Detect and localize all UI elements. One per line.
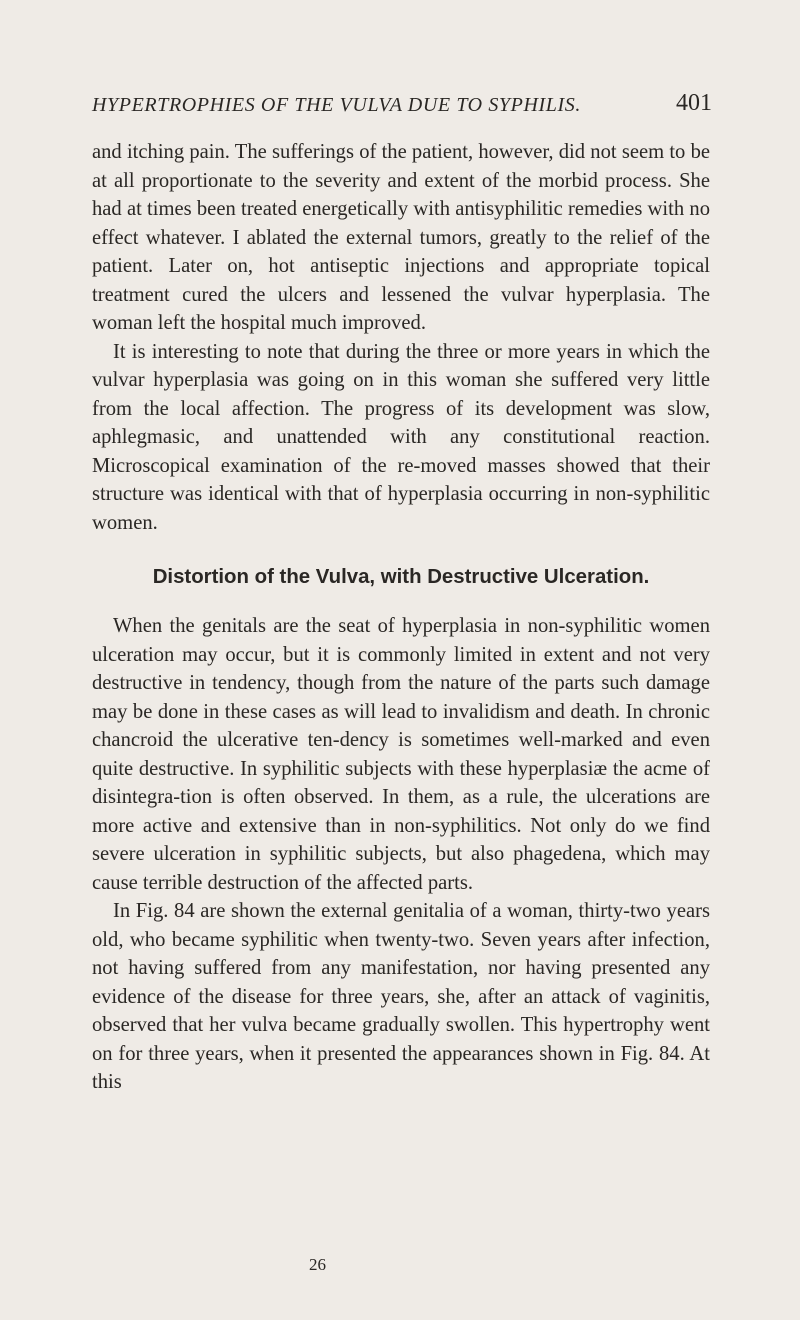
paragraph: When the genitals are the seat of hyperplasia in non-syphilitic women ulceration may occur, but it is commonly limited in extent and not very destructive in tendency, though from the nature of the parts such damage may be done in these cases as will lead to invalidism and death. In chronic chancroid the ulcerative ten-dency is sometimes well-marked and even quite destructive. In syphilitic subjects with these hyperplasiæ the acme of disintegra-tion is often observed. In them, as a rule, the ulcerations are more active and extensive than in non-syphilitics. Not only do we find severe ulceration in syphilitic subjects, but also phagedena, which may cause terrible destruction of the affected parts. bbox=[92, 615, 710, 894]
paragraph: It is interesting to note that during the three or more years in which the vulvar hyperplasia was going on in this woman she suffered very little from the local affection. The progress of its development was slow, aphlegmasic, and unattended with any constitutional reaction. Microscopical examination of the re-moved masses showed that their structure was identical with that of hyperplasia occurring in non-syphilitic women. bbox=[92, 340, 710, 534]
running-head bbox=[92, 88, 712, 128]
text-block bbox=[92, 138, 710, 1097]
section-heading: Distortion of the Vulva, with Destructive Ulceration. bbox=[152, 566, 650, 588]
page-number: 401 bbox=[676, 90, 712, 116]
paragraph: and itching pain. The sufferings of the patient, however, did not seem to be at all proportionate to the severity and extent of the morbid process. She had at times been treated energetically with antisyphilitic remedies with no effect whatever. I ablated the external tumors, greatly to the relief of the patient. Later on, hot antiseptic injections and appropriate topical treatment cured the ulcers and lessened the vulvar hyperplasia. The woman left the hospital much improved. bbox=[92, 141, 710, 334]
running-title: HYPERTROPHIES OF THE VULVA DUE TO SYPHILIS. bbox=[92, 94, 581, 116]
paragraph: In Fig. 84 are shown the external genitalia of a woman, thirty-two years old, who became syphilitic when twenty-two. Seven years after infection, not having suffered from any manifestation, nor having presented any evidence of the disease for three years, she, after an attack of vaginitis, observed that her vulva became gradually swollen. This hypertrophy went on for three years, when it presented the appearances shown in Fig. 84. At this bbox=[92, 900, 710, 1093]
signature-mark: 26 bbox=[309, 1255, 326, 1274]
